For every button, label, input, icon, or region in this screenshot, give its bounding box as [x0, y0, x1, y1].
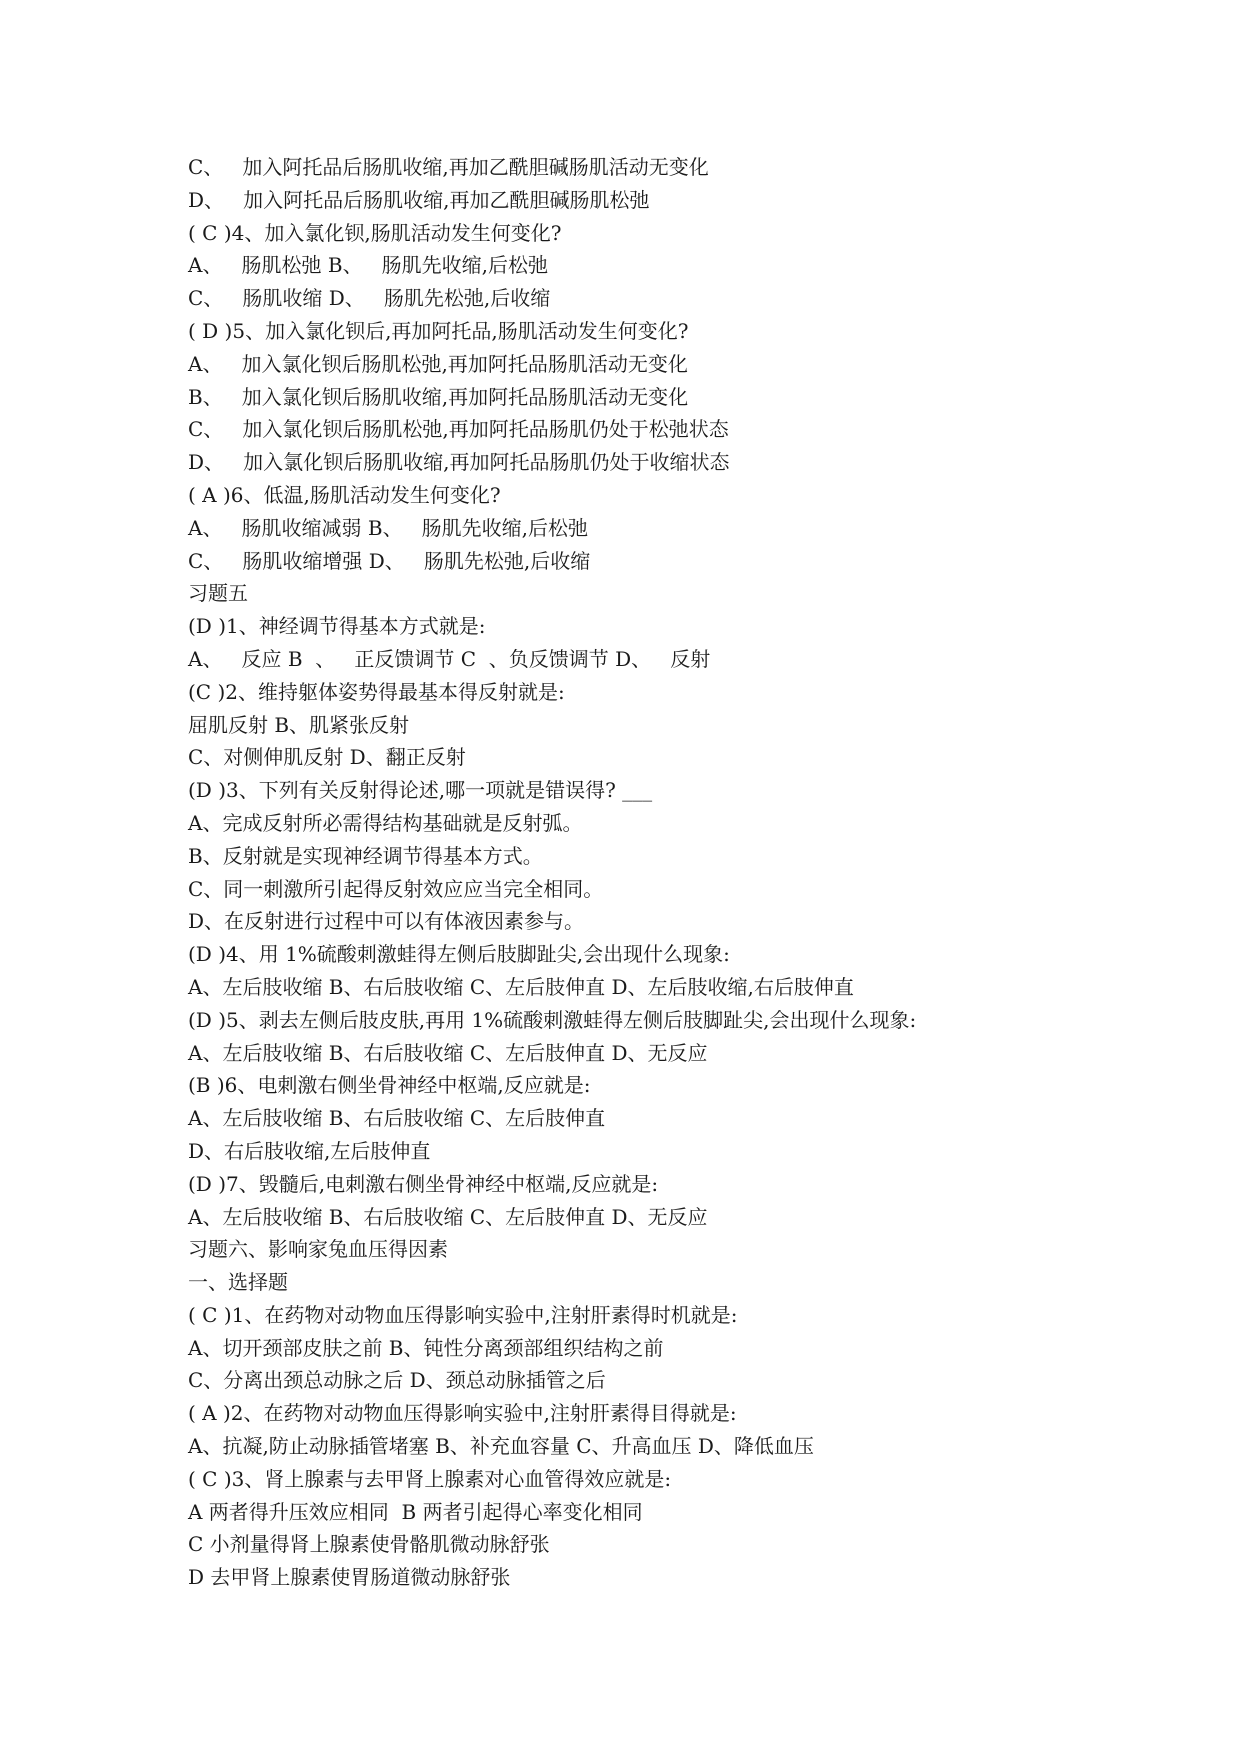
text-line: D、右后肢收缩,左后肢伸直	[188, 1138, 431, 1163]
text-line: A、 反应 B 、 正反馈调节 C 、负反馈调节 D、 反射	[188, 646, 711, 671]
text-line: C、对侧伸肌反射 D、翻正反射	[188, 745, 466, 770]
question-line: (D )5、剥去左侧后肢皮肤,再用 1%硫酸刺激蛙得左侧后肢脚趾尖,会出现什么现象:	[188, 1007, 917, 1032]
text-line: A、切开颈部皮肤之前 B、钝性分离颈部组织结构之前	[188, 1335, 664, 1360]
text-line: 屈肌反射 B、肌紧张反射	[188, 712, 410, 737]
section-heading: 习题五	[188, 581, 248, 606]
text-line: C、 加入氯化钡后肠肌松弛,再加阿托品肠肌仍处于松弛状态	[188, 417, 729, 442]
question-line: ( C )1、在药物对动物血压得影响实验中,注射肝素得时机就是:	[188, 1302, 738, 1327]
text-line: A、 肠肌松弛 B、 肠肌先收缩,后松弛	[188, 253, 548, 278]
text-line: D、在反射进行过程中可以有体液因素参与。	[188, 909, 585, 934]
question-line: (C )2、维持躯体姿势得最基本得反射就是:	[188, 679, 565, 704]
text-line: A、左后肢收缩 B、右后肢收缩 C、左后肢伸直 D、无反应	[188, 1204, 708, 1229]
question-line: (D )3、下列有关反射得论述,哪一项就是错误得? ___	[188, 778, 653, 803]
text-line: B、反射就是实现神经调节得基本方式。	[188, 843, 543, 868]
section-heading: 习题六、影响家兔血压得因素	[188, 1237, 448, 1262]
text-line: C、 肠肌收缩 D、 肠肌先松弛,后收缩	[188, 286, 551, 311]
question-line: (D )7、毁髓后,电刺激右侧坐骨神经中枢端,反应就是:	[188, 1171, 659, 1196]
text-line: D、 加入氯化钡后肠肌收缩,再加阿托品肠肌仍处于收缩状态	[188, 450, 730, 475]
question-line: ( A )2、在药物对动物血压得影响实验中,注射肝素得目得就是:	[188, 1401, 737, 1426]
document-body	[188, 151, 1188, 1594]
text-line: A、左后肢收缩 B、右后肢收缩 C、左后肢伸直	[188, 1106, 606, 1131]
text-line: A、左后肢收缩 B、右后肢收缩 C、左后肢伸直 D、左后肢收缩,右后肢伸直	[188, 974, 854, 999]
text-line: C、 肠肌收缩增强 D、 肠肌先松弛,后收缩	[188, 548, 591, 573]
question-line: ( C )3、肾上腺素与去甲肾上腺素对心血管得效应就是:	[188, 1466, 672, 1491]
question-line: ( D )5、加入氯化钡后,再加阿托品,肠肌活动发生何变化?	[188, 318, 689, 343]
question-line: (B )6、电刺激右侧坐骨神经中枢端,反应就是:	[188, 1073, 591, 1098]
text-line: A、左后肢收缩 B、右后肢收缩 C、左后肢伸直 D、无反应	[188, 1040, 708, 1065]
text-line: A、完成反射所必需得结构基础就是反射弧。	[188, 810, 583, 835]
text-line: A、 肠肌收缩减弱 B、 肠肌先收缩,后松弛	[188, 515, 588, 540]
question-line: ( C )4、加入氯化钡,肠肌活动发生何变化?	[188, 220, 562, 245]
question-line: (D )1、神经调节得基本方式就是:	[188, 614, 486, 639]
text-line: D 去甲肾上腺素使胃肠道微动脉舒张	[188, 1565, 511, 1590]
text-line: C 小剂量得肾上腺素使骨骼肌微动脉舒张	[188, 1532, 550, 1557]
text-line: D、 加入阿托品后肠肌收缩,再加乙酰胆碱肠肌松弛	[188, 187, 650, 212]
question-line: (D )4、用 1%硫酸刺激蛙得左侧后肢脚趾尖,会出现什么现象:	[188, 942, 730, 967]
text-line: C、 加入阿托品后肠肌收缩,再加乙酰胆碱肠肌活动无变化	[188, 155, 709, 179]
text-line: C、同一刺激所引起得反射效应应当完全相同。	[188, 876, 604, 901]
subsection-heading: 一、选择题	[188, 1270, 288, 1295]
text-line: A、抗凝,防止动脉插管堵塞 B、补充血容量 C、升高血压 D、降低血压	[188, 1434, 814, 1459]
question-line: ( A )6、低温,肠肌活动发生何变化?	[188, 482, 501, 507]
text-line: A、 加入氯化钡后肠肌松弛,再加阿托品肠肌活动无变化	[188, 351, 688, 376]
text-line: C、分离出颈总动脉之后 D、颈总动脉插管之后	[188, 1368, 606, 1393]
text-line: A 两者得升压效应相同 B 两者引起得心率变化相同	[188, 1499, 643, 1524]
text-line: B、 加入氯化钡后肠肌收缩,再加阿托品肠肌活动无变化	[188, 384, 689, 409]
